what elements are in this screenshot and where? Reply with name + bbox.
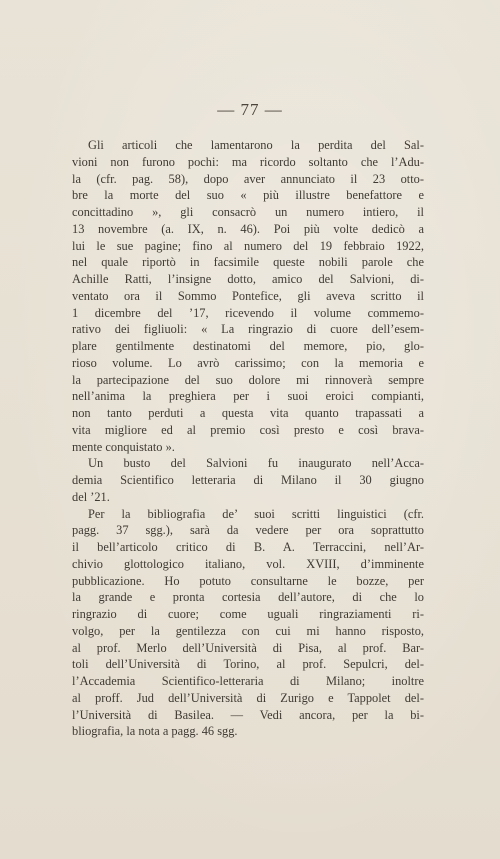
text-line: lui le sue pagine; fino al numero del 19 febbraio 1922,: [72, 238, 424, 253]
text-line: l’Università di Basilea. — Vedi ancora, per la bi-: [72, 707, 424, 722]
text-line: pubblicazione. Ho potuto consultarne le bozze, per: [72, 573, 424, 588]
text-line: ventato ora il Sommo Pontefice, gli aveva scritto il: [72, 288, 424, 303]
text-line: rioso volume. Lo avrò carissimo; con la memoria e: [72, 355, 424, 370]
text-line: vita migliore ed al premio così presto e così brava-: [72, 422, 424, 437]
text-line: nel quale riportò in facsimile queste nobili parole che: [72, 255, 424, 270]
paragraph-bibliography: [72, 506, 424, 741]
text-line: Gli articoli che lamentarono la perdita del Sal-: [88, 138, 424, 152]
text-line: Per la bibliografia de’ suoi scritti linguistici (cfr.: [88, 506, 424, 521]
text-line: al prof. Merlo dell’Università di Pisa, al prof. Bar-: [72, 640, 424, 655]
paragraph-salvioni-articles: [72, 137, 424, 455]
text-line: chivio glottologico italiano, vol. XVIII, d’imminente: [72, 556, 424, 571]
text-line: 1 dicembre del ’17, ricevendo il volume commemo-: [72, 305, 424, 320]
text-line: nell’anima la preghiera per i suoi eroici compianti,: [72, 389, 424, 404]
text-line: bliografia, la nota a pagg. 46 sgg.: [72, 724, 238, 739]
text-line: toli dell’Università di Torino, al prof. Sepulcri, del-: [72, 657, 424, 672]
paragraph-bust: [72, 455, 424, 505]
text-line: Un busto del Salvioni fu inaugurato nell’Acca-: [88, 456, 424, 471]
page-number: — 77 —: [217, 100, 283, 119]
text-line: 13 novembre (a. IX, n. 46). Poi più volte dedicò a: [72, 221, 424, 236]
text-line: ringrazio di cuore; come uguali ringraziamenti ri-: [72, 607, 424, 621]
text-line: la partecipazione del suo dolore mi rinnoverà sempre: [72, 372, 424, 387]
text-line: la (cfr. pag. 58), dopo aver annunciato il 23 otto-: [72, 171, 424, 186]
text-line: Achille Ratti, l’insigne dotto, amico del Salvioni, di-: [72, 272, 424, 286]
text-line: l’Accademia Scientifico-letteraria di Milano; inoltre: [72, 674, 424, 688]
text-line: bre la morte del suo « più illustre benefattore e: [72, 188, 424, 203]
text-line: non tanto perduti a questa vita quanto trapassati a: [72, 406, 424, 420]
body-text: [72, 137, 424, 740]
text-line: rativo dei figliuoli: « La ringrazio di cuore dell’esem-: [72, 322, 424, 337]
text-line: vioni non furono pochi: ma ricordo soltanto che l’Adu-: [72, 154, 424, 169]
text-line: volgo, per la gentilezza con cui mi hanno risposto,: [72, 623, 424, 638]
text-line: concittadino », gli consacrò un numero intiero, il: [72, 205, 424, 219]
text-line: del ’21.: [72, 489, 110, 504]
text-line: la grande e pronta cortesia dell’autore, di che lo: [72, 590, 424, 605]
text-line: plare gentilmente destinatomi del memore, pio, glo-: [72, 339, 424, 353]
text-line: demia Scientifico letteraria di Milano il 30 giugno: [72, 473, 424, 487]
text-line: mente conquistato ».: [72, 439, 175, 454]
text-line: il bell’articolo critico di B. A. Terraccini, nell’Ar-: [72, 540, 424, 554]
text-line: al proff. Jud dell’Università di Zurigo e Tappolet del-: [72, 690, 424, 705]
text-line: pagg. 37 sgg.), sarà da vedere per ora soprattutto: [72, 523, 424, 538]
